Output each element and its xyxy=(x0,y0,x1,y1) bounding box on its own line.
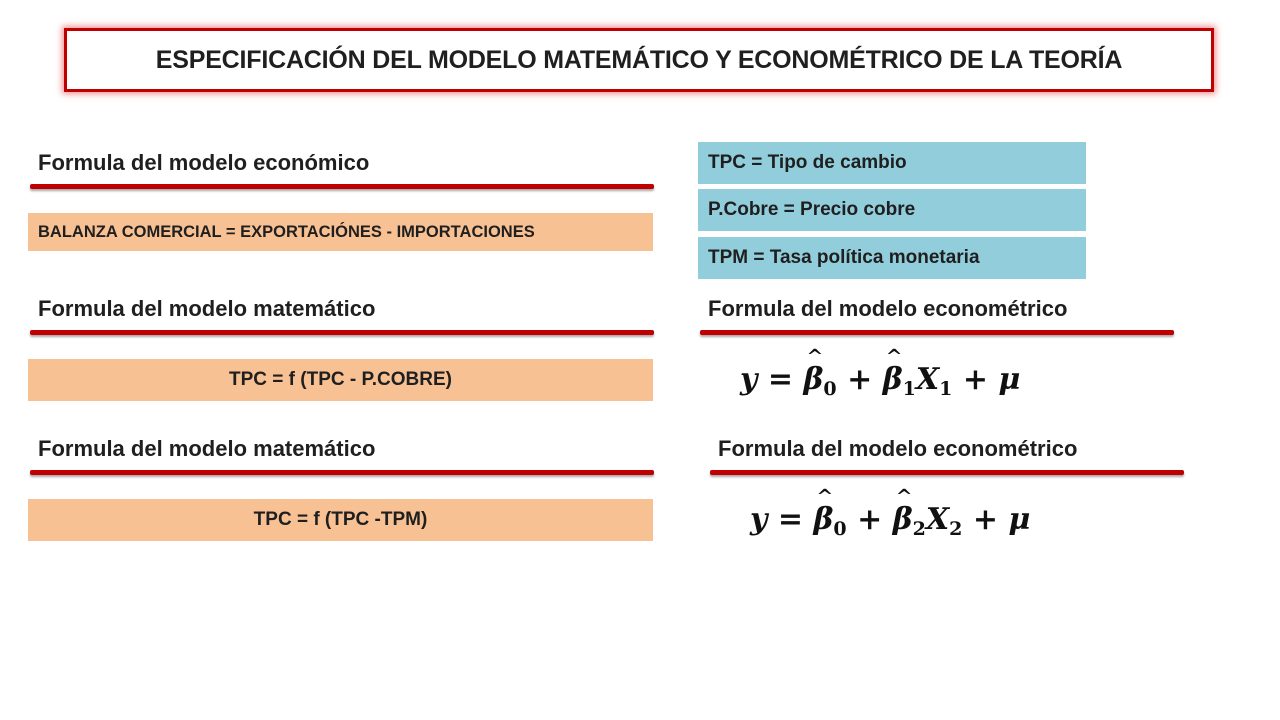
econometric-equation-1: y = ^ $\beta_0$ + ^ $\beta_1X_1 + \mu$ xyxy=(740,362,1020,400)
economic-model-formula: BALANZA COMERCIAL = EXPORTACIÓNES - IMPORTACIONES xyxy=(28,213,653,251)
econometric-model-heading-2: Formula del modelo econométrico xyxy=(718,436,1078,461)
math-model-heading-1: Formula del modelo matemático xyxy=(38,296,376,321)
beta-hat-1: ^ β xyxy=(883,362,903,397)
economic-model-heading: Formula del modelo económico xyxy=(38,150,370,175)
math-model-rule-1 xyxy=(30,330,654,335)
page-title: ESPECIFICACIÓN DEL MODELO MATEMÁTICO Y ECONOMÉTRICO DE LA TEORÍA xyxy=(155,45,1123,74)
econometric-model-heading-1: Formula del modelo econométrico xyxy=(708,296,1068,321)
econometric-model-rule-1 xyxy=(700,330,1174,335)
definition-pcobre: P.Cobre = Precio cobre xyxy=(698,189,1086,231)
math-model-formula-2: TPC = f (TPC -TPM) xyxy=(28,499,653,541)
econometric-equation-2: y = ^ $\beta_0$ + ^ $\beta_2X_2 + \mu$ xyxy=(750,502,1030,540)
equation-lhs: y xyxy=(740,362,758,397)
beta-hat-2: ^ β xyxy=(893,502,913,537)
math-model-rule-2 xyxy=(30,470,654,475)
equation-lhs: y xyxy=(750,502,768,537)
definition-tpm: TPM = Tasa política monetaria xyxy=(698,237,1086,279)
equation-equals: = xyxy=(777,502,804,537)
error-term: μ xyxy=(998,362,1021,397)
math-model-formula-1: TPC = f (TPC - P.COBRE) xyxy=(28,359,653,401)
econometric-model-rule-2 xyxy=(710,470,1184,475)
beta-hat-0: ^ β xyxy=(803,362,823,397)
title-box xyxy=(64,28,1214,92)
economic-model-rule xyxy=(30,184,654,189)
beta-hat-0: ^ β xyxy=(813,502,833,537)
math-model-heading-2: Formula del modelo matemático xyxy=(38,436,376,461)
equation-equals: = xyxy=(767,362,794,397)
definition-tpc: TPC = Tipo de cambio xyxy=(698,142,1086,184)
error-term: μ xyxy=(1008,502,1031,537)
